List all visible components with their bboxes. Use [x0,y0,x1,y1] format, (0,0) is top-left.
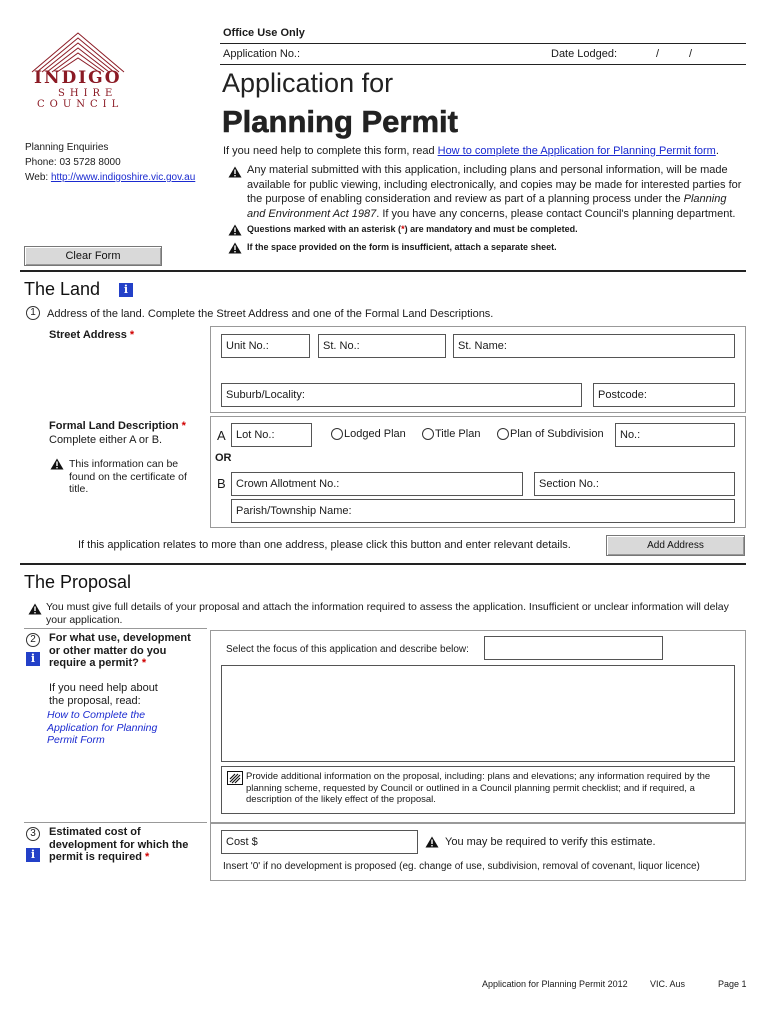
option-a-label: A [217,428,226,443]
formal-land-subtitle: Complete either A or B. [49,434,163,446]
asterisk: * [401,224,405,234]
mandatory-text-end: ) are mandatory and must be completed. [404,224,578,234]
formal-land-label [49,420,186,432]
unit-no-field[interactable]: Unit No.: [221,334,310,358]
office-use-title: Office Use Only [223,27,305,39]
info-icon[interactable]: i [26,848,40,862]
question-3-label: Estimated cost of development for which the permit is required [49,826,189,863]
logo-text-shire: SHIRE [58,88,118,99]
parish-township-field[interactable]: Parish/Township Name: [231,499,735,523]
warning-icon [228,242,242,254]
asterisk: * [129,329,135,341]
question-2-label: For what use, development or other matter do you require a permit? [49,632,191,669]
section-rule [20,270,746,272]
street-address-label [49,329,134,341]
lodged-plan-radio[interactable] [331,428,343,440]
postcode-field[interactable]: Postcode: [593,383,735,407]
warning-text-end: . If you have any concerns, please contact Council's planning department. [376,207,736,220]
planning-enquiries-label: Planning Enquiries [25,142,109,153]
office-top-rule [220,43,746,44]
logo-text-indigo: INDIGO [34,68,122,88]
asterisk: * [181,420,186,432]
question-number-2: 2 [26,633,40,647]
street-address-text: Street Address [49,329,127,341]
proposal-warning: You must give full details of your proposal and attach the information required to assess the application. Insufficient or unclear information will delay your application. [46,601,729,626]
option-b-label: B [217,476,226,491]
attachment-icon [227,771,243,785]
title-plan-radio[interactable] [422,428,434,440]
plan-of-subdivision-radio[interactable] [497,428,509,440]
focus-label: Select the focus of this application and describe below: [226,644,469,655]
question-number-3: 3 [26,827,40,841]
date-separator: / [689,48,693,60]
proposal-help-text: If you need help about the proposal, read: [49,682,158,707]
title-planning-permit: Planning Permit [222,104,458,139]
warning-icon [50,458,64,470]
application-no-label: Application No.: [223,48,301,60]
street-name-field[interactable]: St. Name: [453,334,735,358]
info-icon[interactable]: i [26,652,40,666]
section-no-field[interactable]: Section No.: [534,472,735,496]
question-2-text [49,632,199,670]
cost-field[interactable]: Cost $ [221,830,418,854]
footer-doc-title: Application for Planning Permit 2012 [482,979,628,989]
help-prefix: If you need help to complete this form, read [223,145,438,157]
crown-allotment-field[interactable]: Crown Allotment No.: [231,472,523,496]
website [25,172,195,183]
clear-form-button[interactable]: Clear Form [24,246,162,266]
help-suffix: . [715,145,719,157]
planning-act-name: Planning and Environment Act 1987 [247,193,727,220]
additional-info-text: Provide additional information on the proposal, including: plans and elevations; any information required by the planning scheme, requested by Council or outlined in a Council planning permit checklist; and if required, a description of the likely effect of the proposal. [246,771,711,805]
info-icon[interactable]: i [119,283,133,297]
warning-icon [425,836,439,848]
asterisk: * [141,657,147,669]
website-prefix: Web: [25,172,51,183]
warning-icon [28,603,42,615]
help-line [223,145,719,157]
certificate-note: This information can be found on the certificate of title. [69,458,187,495]
lot-no-field[interactable]: Lot No.: [231,423,312,447]
footer-page-number: Page 1 [718,979,747,989]
plan-of-subdivision-label: Plan of Subdivision [510,428,604,440]
verify-estimate-text: You may be required to verify this estimate. [445,836,656,848]
date-separator: / [656,48,660,60]
date-lodged-label: Date Lodged: [551,48,618,60]
question-rule [24,822,207,823]
insufficient-notice: If the space provided on the form is insufficient, attach a separate sheet. [247,242,557,252]
help-form-link[interactable]: How to complete the Application for Planning Permit form [437,145,716,157]
footer-state: VIC. Aus [650,979,686,989]
lodged-plan-label: Lodged Plan [344,428,406,440]
mandatory-text: Questions marked with an asterisk ( [247,224,402,234]
plan-number-field[interactable]: No.: [615,423,735,447]
public-viewing-warning [247,163,745,221]
mandatory-notice [247,224,578,234]
office-bottom-rule [220,64,746,65]
insert-zero-note: Insert '0' if no development is proposed (eg. change of use, subdivision, removal of covenant, liquor licence) [223,861,700,872]
warning-icon [228,224,242,236]
more-address-text: If this application relates to more than one address, please click this button and enter relevant details. [78,539,571,551]
add-address-button[interactable]: Add Address [606,535,745,556]
or-label: OR [215,452,232,464]
proposal-help-link[interactable]: How to Complete the Application for Planning Permit Form [47,709,158,746]
section-rule [20,563,746,565]
warning-text: Any material submitted with this application, including plans and personal information, will be made available for public viewing, including electronically, and copies may be made for interested parties for the purpose of enabling consideration and review as part of a planning process under the [247,164,742,205]
question-number-1: 1 [26,306,40,320]
street-no-field[interactable]: St. No.: [318,334,446,358]
warning-icon [228,166,242,178]
website-link[interactable]: http://www.indigoshire.vic.gov.au [50,172,196,183]
section-title-land: The Land [24,279,101,299]
question-rule [24,628,207,629]
title-application-for: Application for [222,68,394,98]
asterisk: * [144,851,150,863]
section-title-proposal: The Proposal [24,572,132,592]
question-1-text: Address of the land. Complete the Street Address and one of the Formal Land Descriptions. [47,308,494,320]
phone-number: Phone: 03 5728 8000 [25,157,121,168]
logo-text-council: COUNCIL [37,99,124,110]
focus-select[interactable] [484,636,663,660]
suburb-field[interactable]: Suburb/Locality: [221,383,582,407]
proposal-description-field[interactable] [221,665,735,762]
title-plan-label: Title Plan [435,428,481,440]
formal-land-text: Formal Land Description [49,420,179,432]
question-3-text [49,826,199,864]
council-logo [28,32,128,112]
